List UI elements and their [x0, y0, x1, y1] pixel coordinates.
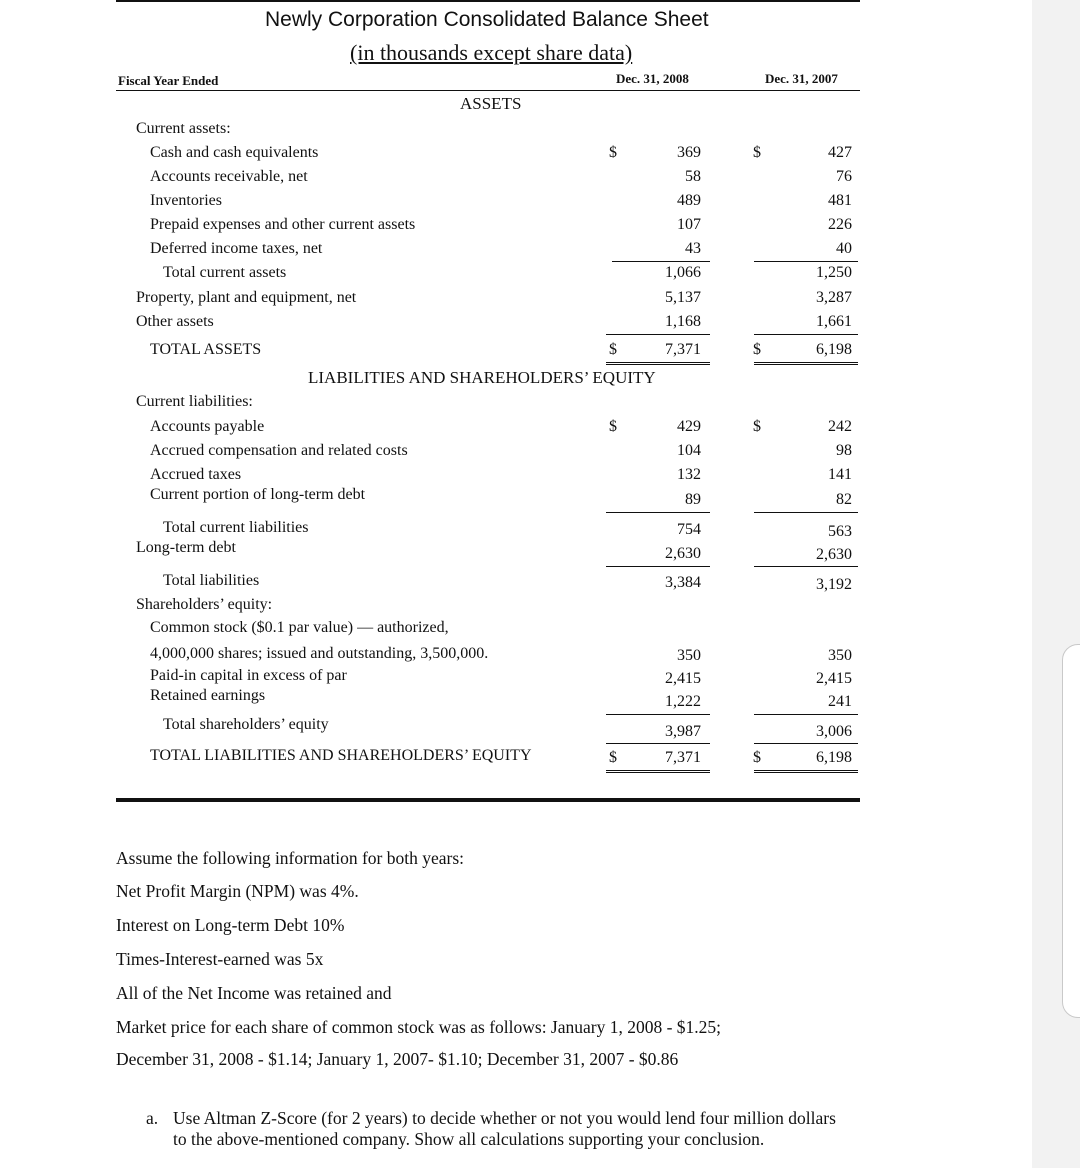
- dollar-sign: $: [609, 749, 617, 766]
- table-row-label: Total shareholders’ equity: [163, 716, 329, 733]
- table-row-label: Retained earnings: [150, 687, 266, 704]
- dollar-sign: $: [753, 749, 761, 766]
- subtotal-rule: [606, 334, 710, 335]
- table-row-label: Total current assets: [163, 264, 287, 281]
- table-cell-2008: 132: [677, 466, 701, 483]
- table-cell-2007: 76: [836, 168, 852, 185]
- table-cell-2008: 3,384: [665, 574, 701, 591]
- table-cell-2008: 350: [677, 647, 701, 664]
- subtotal-rule: [754, 512, 858, 513]
- table-cell-2008: 7,371: [665, 749, 701, 766]
- table-cell-2007: 241: [828, 693, 852, 710]
- bottom-thick-rule: [116, 798, 860, 802]
- statement-title: Newly Corporation Consolidated Balance Sheet: [265, 8, 709, 31]
- table-row-label: Accounts receivable, net: [150, 168, 308, 185]
- subtotal-rule: [606, 566, 710, 567]
- dollar-sign: $: [753, 144, 761, 161]
- total-double-rule: [754, 770, 858, 773]
- table-row-label: Current portion of long-term debt: [150, 486, 366, 503]
- table-cell-2007: 98: [836, 442, 852, 459]
- table-cell-2008: 43: [685, 240, 701, 257]
- subtotal-rule: [754, 714, 858, 715]
- table-cell-2008: 369: [677, 144, 701, 161]
- table-cell-2007: 2,630: [816, 546, 852, 563]
- table-cell-2008: 104: [677, 442, 701, 459]
- table-cell-2007: 427: [828, 144, 852, 161]
- dollar-sign: $: [753, 418, 761, 435]
- table-cell-2008: 5,137: [665, 289, 701, 306]
- table-row-label: Current assets:: [136, 120, 231, 137]
- table-cell-2007: 2,415: [816, 670, 852, 687]
- table-cell-2007: 141: [828, 466, 852, 483]
- table-cell-2008: 754: [677, 521, 701, 538]
- subtotal-rule: [606, 512, 710, 513]
- table-row-label: Total current liabilities: [163, 519, 309, 536]
- table-row-label: Current liabilities:: [136, 393, 253, 410]
- question-line: Use Altman Z-Score (for 2 years) to decide whether or not you would lend four million dollars: [173, 1108, 836, 1128]
- subtotal-rule: [754, 261, 858, 262]
- column-header-2008: Dec. 31, 2008: [616, 71, 689, 86]
- table-cell-2007: 1,250: [816, 264, 852, 281]
- table-cell-2008: 2,415: [665, 670, 701, 687]
- top-rule: [116, 0, 860, 2]
- total-double-rule: [606, 770, 710, 773]
- note-line: Market price for each share of common stock was as follows: January 1, 2008 - $1.25;: [116, 1017, 722, 1037]
- table-cell-2007: 1,661: [816, 313, 852, 330]
- subtotal-rule: [612, 261, 710, 262]
- table-row-label: Accrued taxes: [150, 466, 242, 483]
- note-line: Net Profit Margin (NPM) was 4%.: [116, 881, 359, 901]
- subtotal-rule: [754, 334, 858, 335]
- subtotal-rule: [606, 714, 710, 715]
- table-cell-2007: 481: [828, 192, 852, 209]
- table-row-label: TOTAL LIABILITIES AND SHAREHOLDERS’ EQUITY: [150, 747, 532, 764]
- note-line: All of the Net Income was retained and: [116, 983, 392, 1003]
- table-cell-2008: 1,222: [665, 693, 701, 710]
- table-cell-2008: 107: [677, 216, 701, 233]
- table-row-label: TOTAL ASSETS: [150, 341, 262, 358]
- table-row-label: Paid-in capital in excess of par: [150, 667, 347, 684]
- table-cell-2008: 3,987: [665, 723, 701, 740]
- note-line: December 31, 2008 - $1.14; January 1, 2007- $1.10; December 31, 2007 - $0.86: [116, 1049, 679, 1069]
- table-cell-2008: 429: [677, 418, 701, 435]
- table-cell-2008: 2,630: [665, 545, 701, 562]
- table-cell-2008: 1,066: [665, 264, 701, 281]
- table-cell-2007: 6,198: [816, 749, 852, 766]
- table-row-label: Accrued compensation and related costs: [150, 442, 408, 459]
- dollar-sign: $: [753, 341, 761, 358]
- table-row-label: Shareholders’ equity:: [136, 596, 273, 613]
- side-panel-handle[interactable]: [1062, 644, 1080, 1018]
- table-row-label: Property, plant and equipment, net: [136, 289, 357, 306]
- table-cell-2007: 6,198: [816, 341, 852, 358]
- subtotal-rule: [754, 566, 858, 567]
- header-rule: [116, 90, 860, 91]
- table-cell-2007: 3,287: [816, 289, 852, 306]
- table-row-label: Accounts payable: [150, 418, 265, 435]
- table-row-label: Long-term debt: [136, 539, 236, 556]
- table-cell-2007: 350: [828, 647, 852, 664]
- statement-subtitle: (in thousands except share data): [350, 40, 633, 65]
- table-row-label: Other assets: [136, 313, 214, 330]
- liabilities-heading: LIABILITIES AND SHAREHOLDERS’ EQUITY: [308, 368, 656, 387]
- table-cell-2007: 40: [836, 240, 852, 257]
- table-cell-2007: 242: [828, 418, 852, 435]
- column-header-2007: Dec. 31, 2007: [765, 71, 838, 86]
- question-line: to the above-mentioned company. Show all calculations supporting your conclusion.: [173, 1129, 765, 1149]
- table-cell-2007: 226: [828, 216, 852, 233]
- table-cell-2008: 489: [677, 192, 701, 209]
- table-cell-2008: 7,371: [665, 341, 701, 358]
- table-row-label: Prepaid expenses and other current assets: [150, 216, 416, 233]
- table-row-label: Cash and cash equivalents: [150, 144, 319, 161]
- table-cell-2007: 563: [828, 523, 852, 540]
- subtotal-rule: [754, 743, 858, 744]
- table-cell-2008: 1,168: [665, 313, 701, 330]
- fiscal-year-label: Fiscal Year Ended: [118, 73, 219, 88]
- dollar-sign: $: [609, 418, 617, 435]
- note-line: Interest on Long-term Debt 10%: [116, 915, 345, 935]
- total-double-rule: [754, 362, 858, 365]
- total-double-rule: [606, 362, 710, 365]
- table-cell-2008: 89: [685, 491, 701, 508]
- table-row-label: Inventories: [150, 192, 222, 209]
- note-line: Times-Interest-earned was 5x: [116, 949, 324, 969]
- question-marker: a.: [146, 1108, 159, 1128]
- note-line: Assume the following information for both years:: [116, 848, 464, 868]
- table-cell-2007: 82: [836, 491, 852, 508]
- subtotal-rule: [606, 743, 710, 744]
- table-row-label: 4,000,000 shares; issued and outstanding, 3,500,000.: [150, 645, 489, 662]
- assets-heading: ASSETS: [460, 94, 522, 113]
- table-cell-2007: 3,192: [816, 576, 852, 593]
- table-cell-2008: 58: [685, 168, 701, 185]
- table-row-label: Common stock ($0.1 par value) — authorized,: [150, 619, 449, 636]
- table-cell-2007: 3,006: [816, 723, 852, 740]
- dollar-sign: $: [609, 341, 617, 358]
- dollar-sign: $: [609, 144, 617, 161]
- table-row-label: Total liabilities: [163, 572, 260, 589]
- table-row-label: Deferred income taxes, net: [150, 240, 323, 257]
